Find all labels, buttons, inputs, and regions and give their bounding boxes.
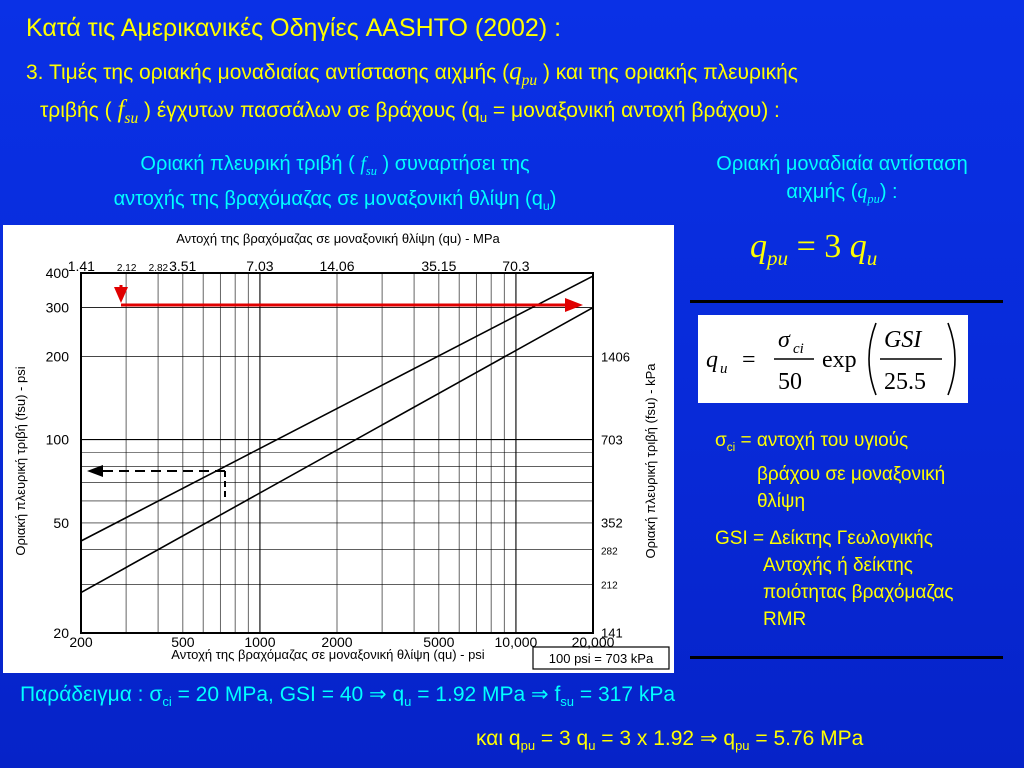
right-tick-labels	[601, 349, 630, 640]
dashed-arrowhead	[87, 465, 103, 477]
top-tick-label: 14.06	[319, 258, 355, 274]
qpu-formula: $q_{pu} = 3$ $q_u$	[750, 228, 878, 270]
qu-exp: exp	[822, 347, 857, 373]
example-line-2: και $q_{pu} = 3$ $q_u = 3$ x 1.92 ⇒ $q_{pu} = 5.76$ MPa	[476, 727, 864, 754]
chart-svg	[3, 225, 674, 673]
top-tick-label: 3.51	[169, 258, 197, 274]
qu-lhs-sub: u	[720, 361, 728, 377]
qu-inner-den: 25.5	[884, 369, 926, 395]
example-line-1: Παράδειγμα : $\sigma_{ci} = 20$ MPa, GSI = 40 ⇒ $q_u = 1.92$ MPa ⇒ $f_{su} = 317$ kPa	[20, 683, 676, 710]
item-3-line-1: 3. Τιμές της οριακής μοναδιαίας αντίστασης αιχμής ($q_{pu}$ ) και της οριακής πλευρικής	[26, 58, 798, 89]
sigma-ci-definition: $\sigma_{ci} = \alpha\nu\tau o\chi ή$ του υγιούς βράχου σε μοναξονική θλίψη	[715, 430, 946, 512]
bottom-tick-label: 500	[171, 634, 195, 650]
fsu-vs-qu-chart	[3, 225, 674, 673]
vertical-gridlines	[81, 273, 593, 633]
top-tick-label: 1.41	[67, 258, 95, 274]
qu-formula	[698, 315, 968, 403]
top-tick-label: 2.12	[116, 263, 137, 274]
example-annotation	[87, 285, 583, 499]
left-tick-label: 20	[53, 625, 69, 641]
right-tick-label: 282	[601, 546, 618, 558]
red-arrowhead-right	[565, 298, 583, 312]
bottom-tick-label: 5000	[423, 634, 455, 650]
bottom-tick-label: 200	[69, 634, 93, 650]
right-tick-label: 352	[601, 515, 623, 531]
slide-title: Κατά τις Αμερικανικές Οδηγίες AASHTO (2002) :	[26, 14, 562, 42]
top-tick-label: 7.03	[246, 258, 274, 274]
qu-formula-graphic	[698, 315, 968, 403]
left-tick-label: 100	[45, 431, 69, 448]
right-axis-title: Οριακή πλευρική τριβή (fsu) - kPa	[643, 363, 658, 559]
bottom-tick-label: 20,000	[571, 634, 615, 650]
right-tick-label: 141	[601, 625, 623, 641]
top-tick-labels	[68, 258, 530, 274]
right-heading: Οριακή μοναδιαία αντίσταση αιχμής $(q_{pu})$ :	[716, 153, 968, 206]
left-tick-label: 200	[45, 348, 69, 365]
left-axis-title: Οριακή πλευρική τριβή (fsu) - psi	[13, 366, 28, 556]
left-heading: Οριακή πλευρική τριβή ( $f_{su}$ ) συναρτήσει της αντοχής της βραχόμαζας σε μοναξονική θλίψη $(q_u)$	[113, 153, 557, 213]
bottom-tick-labels	[69, 634, 614, 650]
bottom-tick-label: 2000	[321, 634, 353, 650]
right-tick-label: 703	[601, 432, 623, 448]
top-tick-label: 35.15	[421, 258, 457, 274]
conversion-note: 100 psi = 703 kPa	[548, 651, 654, 666]
bottom-tick-label: 10,000	[494, 634, 538, 650]
qu-inner-num: GSI	[884, 327, 922, 353]
right-tick-label: 1406	[601, 349, 630, 365]
divider-top	[690, 300, 1003, 303]
gsi-definition: GSI = Δείκτης Γεωλογικής Αντοχής ή δείκτης ποιότητας βραχόμαζας RMR	[715, 528, 954, 630]
top-tick-label: 2.82	[148, 263, 169, 274]
item-3-line-2: τριβής ( $f_{su}$ ) έγχυτων πασσάλων σε βράχους ($q_u = \mu o\nu\alpha\xi o\nu\iota\kappa ή$ αντοχή βράχου) :	[40, 96, 780, 127]
bottom-axis-title: Αντοχή της βραχόμαζας σε μοναξονική θλίψη (qu) - psi	[171, 647, 485, 662]
top-axis-title: Αντοχή της βραχόμαζας σε μοναξονική θλίψη (qu) - MPa	[176, 231, 500, 246]
left-tick-label: 50	[53, 514, 69, 531]
qu-lhs: q	[706, 347, 718, 373]
divider-bottom	[690, 656, 1003, 659]
qu-num: σ	[778, 327, 790, 353]
bottom-tick-label: 1000	[244, 634, 276, 650]
left-tick-label: 400	[45, 265, 69, 281]
top-tick-label: 70.3	[502, 258, 530, 274]
qu-den: 50	[778, 369, 802, 395]
left-tick-labels	[46, 265, 70, 641]
right-tick-label: 212	[601, 580, 618, 592]
qu-equals: =	[742, 347, 756, 373]
qu-num-sub: ci	[793, 341, 804, 357]
left-tick-label: 300	[45, 299, 69, 316]
